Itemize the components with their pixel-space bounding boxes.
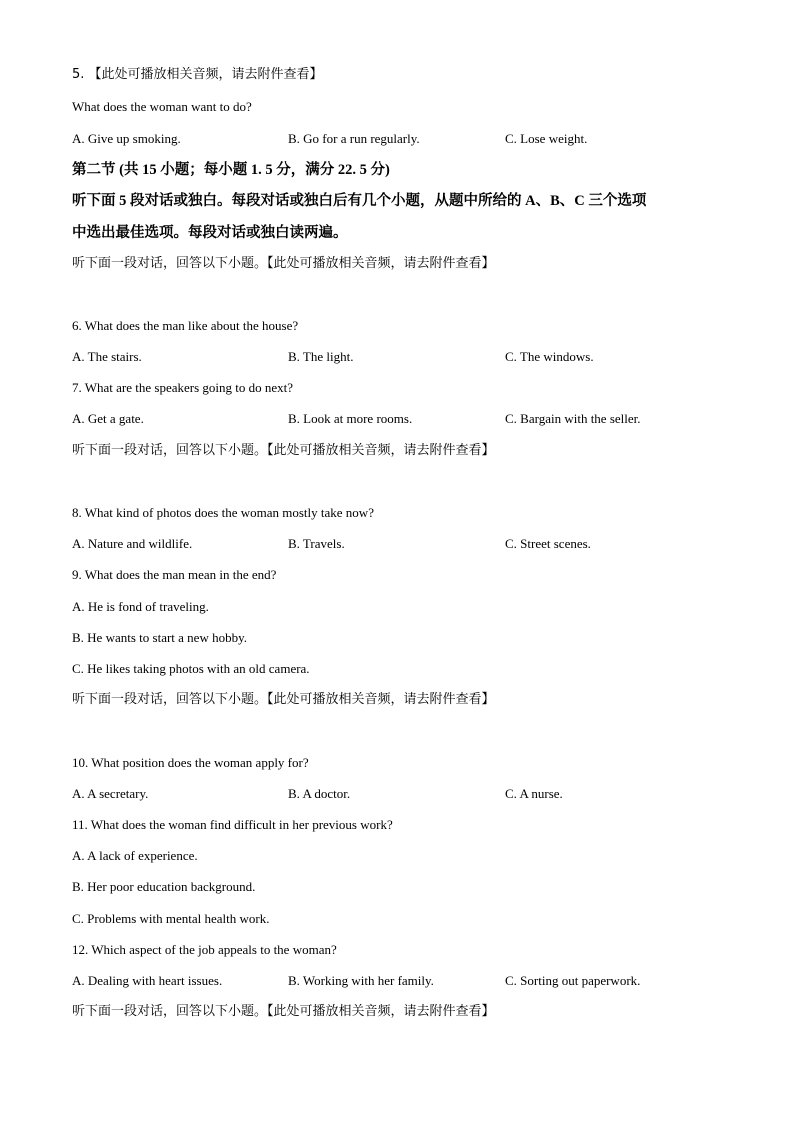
- q9-option-b: B. He wants to start a new hobby.: [72, 630, 247, 645]
- q11-option-c: C. Problems with mental health work.: [72, 911, 270, 926]
- q6-question: 6. What does the man like about the house?: [72, 318, 299, 333]
- audio-prompt-2: 听下面一段对话，回答以下小题。【此处可播放相关音频，请去附件查看】: [72, 443, 495, 458]
- q6-option-b: B. The light.: [288, 349, 354, 364]
- q8-option-b: B. Travels.: [288, 536, 345, 551]
- audio-prompt-1: 听下面一段对话，回答以下小题。【此处可播放相关音频，请去附件查看】: [72, 256, 495, 271]
- q10-question: 10. What position does the woman apply for?: [72, 755, 309, 770]
- q10-option-c: C. A nurse.: [505, 786, 563, 801]
- section2-instruction-line2: 中选出最佳选项。每段对话或独白读两遍。: [72, 225, 348, 241]
- q5-option-a: A. Give up smoking.: [72, 131, 181, 146]
- audio-prompt-3: 听下面一段对话，回答以下小题。【此处可播放相关音频，请去附件查看】: [72, 692, 495, 707]
- q12-option-b: B. Working with her family.: [288, 973, 434, 988]
- q5-option-b: B. Go for a run regularly.: [288, 131, 420, 146]
- q5-question: What does the woman want to do?: [72, 99, 252, 114]
- q10-option-b: B. A doctor.: [288, 786, 351, 801]
- q9-option-a: A. He is fond of traveling.: [72, 599, 209, 614]
- q10-option-a: A. A secretary.: [72, 786, 149, 801]
- q8-option-c: C. Street scenes.: [505, 536, 591, 551]
- q8-question: 8. What kind of photos does the woman mostly take now?: [72, 505, 374, 520]
- section2-instruction-line1: 听下面 5 段对话或独白。每段对话或独白后有几个小题，从题中所给的 A、B、C 三个选项: [72, 193, 647, 209]
- q5-option-c: C. Lose weight.: [505, 131, 588, 146]
- q6-option-a: A. The stairs.: [72, 349, 142, 364]
- q7-option-a: A. Get a gate.: [72, 411, 144, 426]
- section2-title: 第二节 (共 15 小题；每小题 1. 5 分，满分 22. 5 分): [72, 162, 390, 178]
- audio-prompt-4: 听下面一段对话，回答以下小题。【此处可播放相关音频，请去附件查看】: [72, 1004, 495, 1019]
- q11-option-a: A. A lack of experience.: [72, 848, 198, 863]
- q9-question: 9. What does the man mean in the end?: [72, 567, 277, 582]
- q7-option-c: C. Bargain with the seller.: [505, 411, 641, 426]
- q7-option-b: B. Look at more rooms.: [288, 411, 413, 426]
- q5-heading: 5. 【此处可播放相关音频，请去附件查看】: [72, 67, 323, 82]
- q12-option-c: C. Sorting out paperwork.: [505, 973, 641, 988]
- q12-option-a: A. Dealing with heart issues.: [72, 973, 223, 988]
- q12-question: 12. Which aspect of the job appeals to the woman?: [72, 942, 337, 957]
- q8-option-a: A. Nature and wildlife.: [72, 536, 193, 551]
- q7-question: 7. What are the speakers going to do next?: [72, 380, 294, 395]
- q11-question: 11. What does the woman find difficult in her previous work?: [72, 817, 393, 832]
- q11-option-b: B. Her poor education background.: [72, 879, 256, 894]
- q6-option-c: C. The windows.: [505, 349, 594, 364]
- q9-option-c: C. He likes taking photos with an old camera.: [72, 661, 310, 676]
